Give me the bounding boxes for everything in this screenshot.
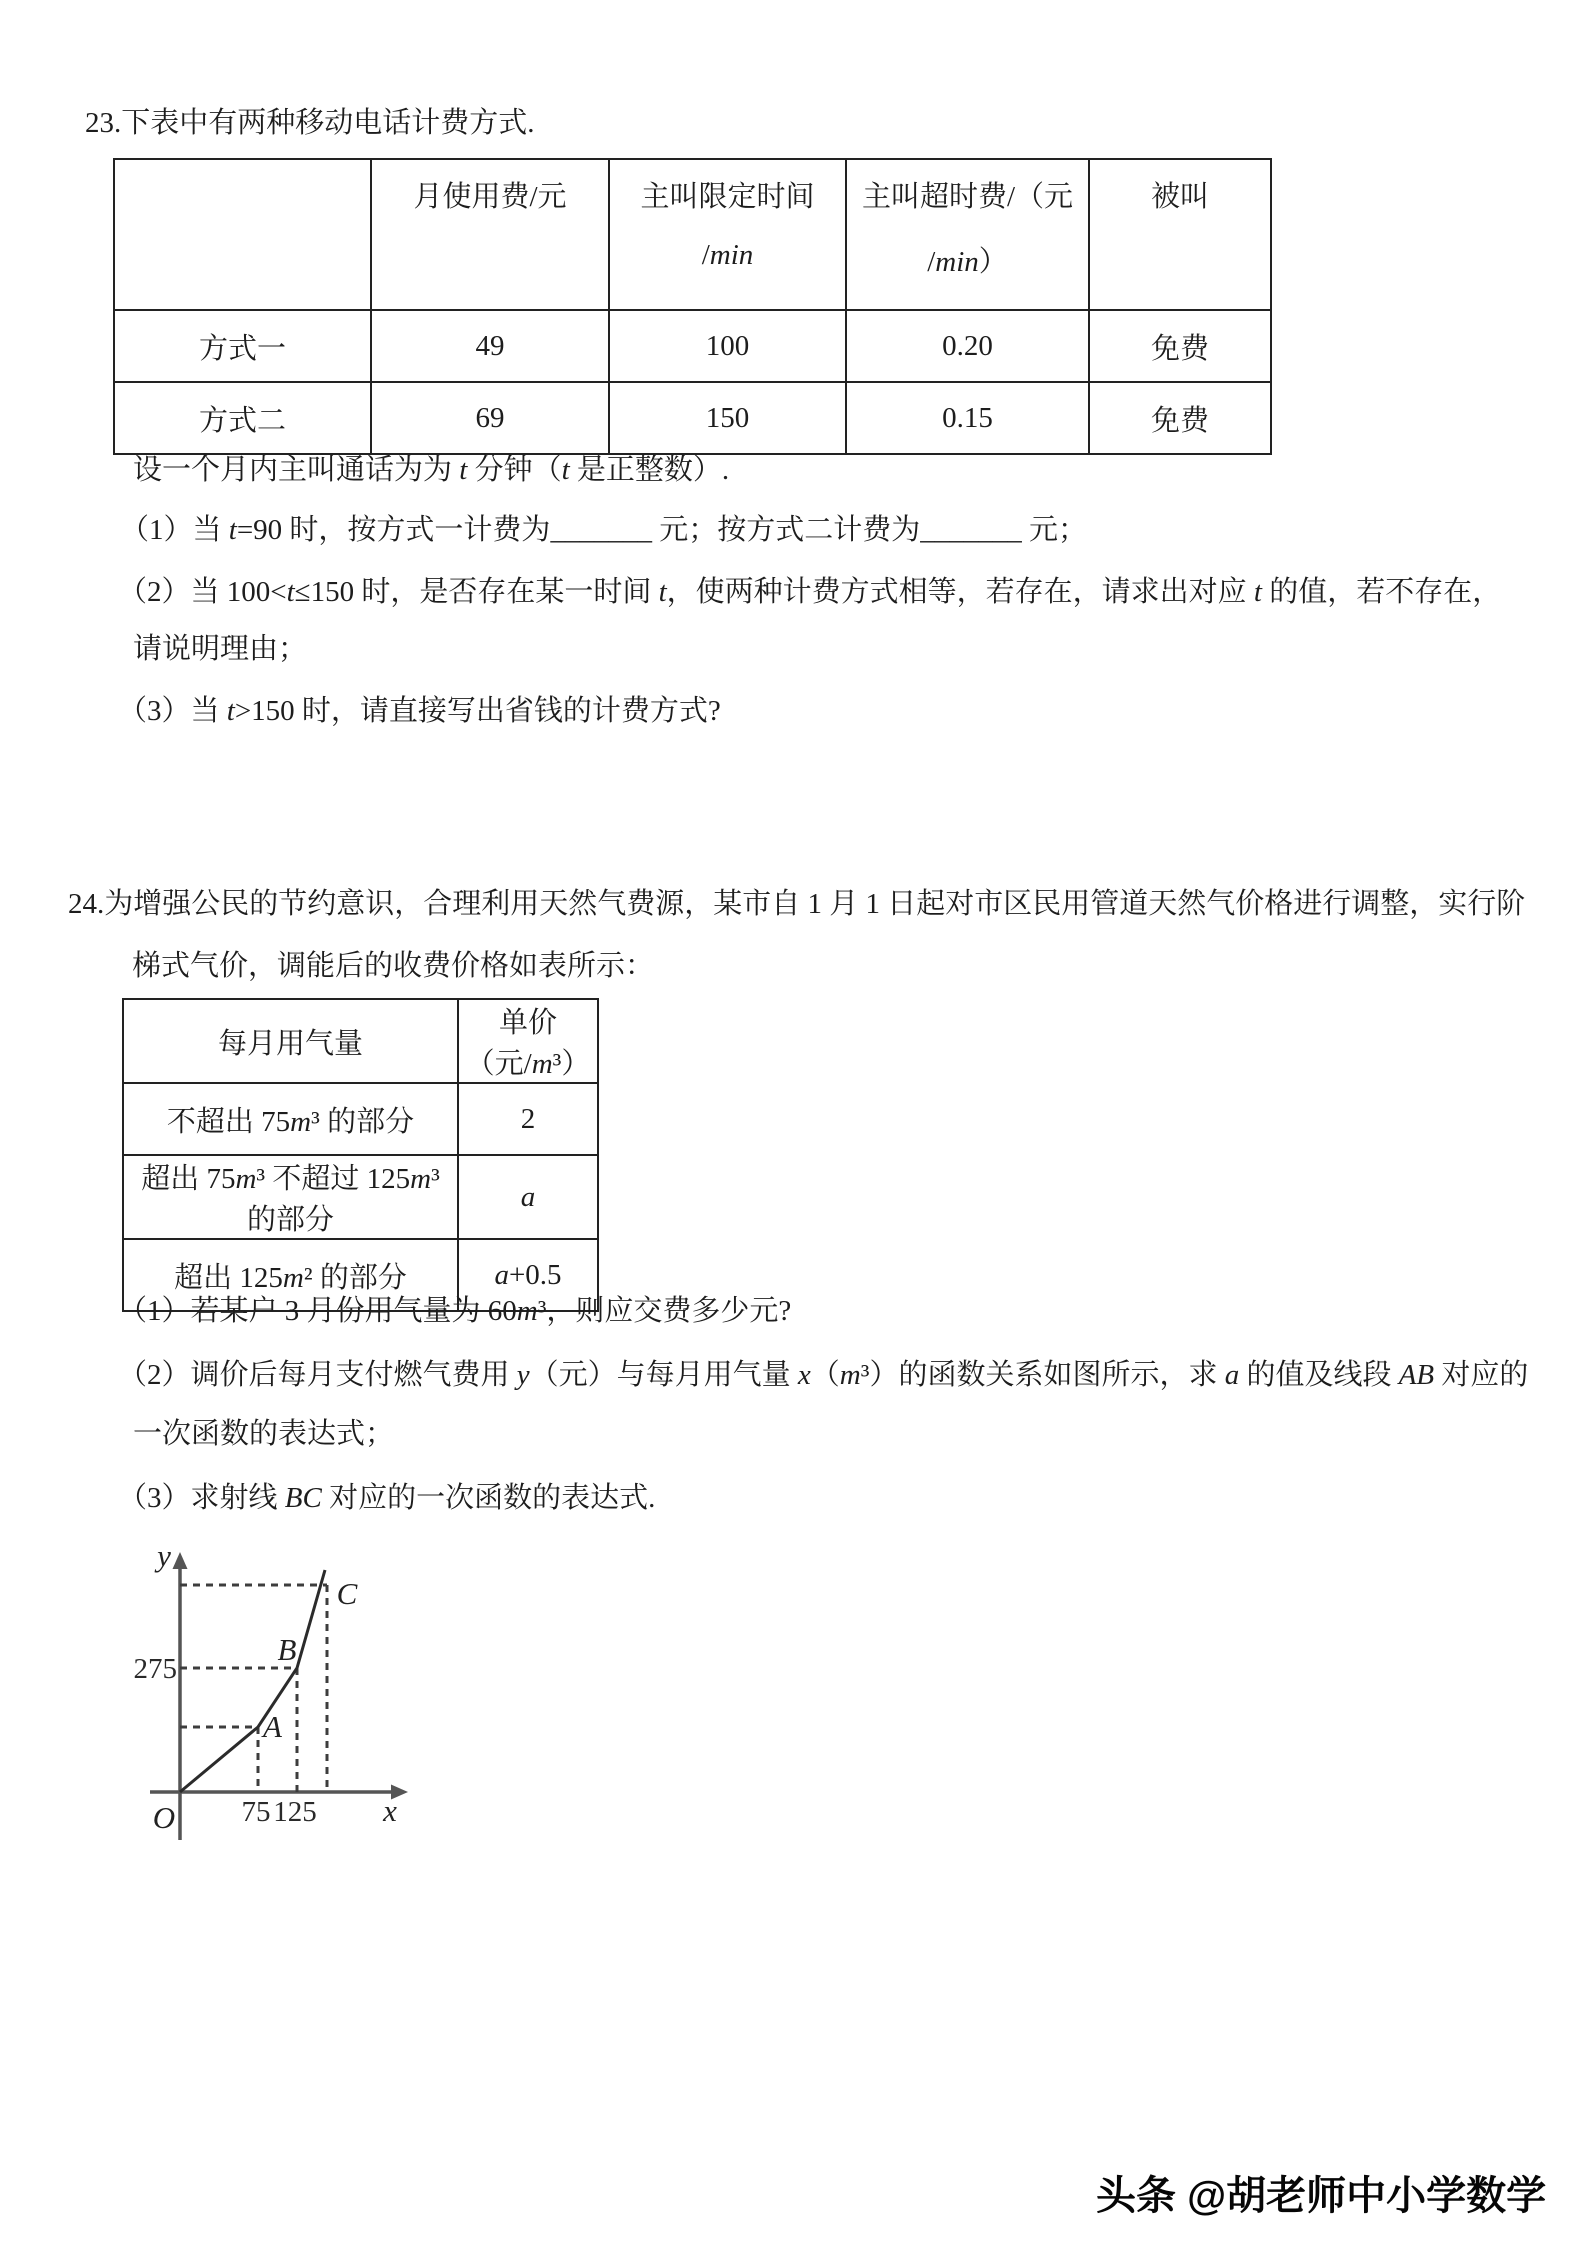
problem24-title-line1: 24.为增强公民的节约意识，合理利用天然气费源，某市自 1 月 1 日起对市区民用管道天然气价格进行调整，实行阶 — [68, 888, 1526, 920]
cell: a+0.5 — [458, 1239, 598, 1311]
y-axis-arrow — [173, 1552, 188, 1569]
problem24-question2: （2）调价后每月支付燃气费用 y（元）与每月用气量 x（m³）的函数关系如图所示，求 a 的值及线段 AB 对应的 — [118, 1359, 1529, 1391]
cell: 方式一 — [114, 310, 371, 382]
header-cell-limit-time: 主叫限定时间 /min — [609, 159, 846, 310]
table-row-plan1 — [114, 310, 1271, 382]
table-header-row — [123, 999, 598, 1083]
cell: 不超出 75m³ 的部分 — [123, 1083, 458, 1155]
point-label-B: B — [277, 1632, 297, 1667]
y-axis-label: y — [157, 1540, 171, 1573]
table-row-tier2 — [123, 1155, 598, 1239]
table-header-row — [114, 159, 1271, 310]
problem23-title: 23.下表中有两种移动电话计费方式. — [85, 107, 535, 139]
cell: 150 — [609, 382, 846, 454]
piecewise-line — [180, 1570, 325, 1792]
x-axis-label: x — [383, 1793, 397, 1828]
cell: 69 — [371, 382, 609, 454]
phone-billing-table — [113, 158, 1272, 455]
problem24-question2-cont: 一次函数的表达式； — [133, 1418, 395, 1450]
problem24-question1: （1）若某户 3 月份用气量为 60m³，则应交费多少元? — [118, 1295, 792, 1327]
cell: a — [458, 1155, 598, 1239]
header-cell-callee: 被叫 — [1089, 159, 1271, 310]
cell: 49 — [371, 310, 609, 382]
cell: 超出 125m² 的部分 — [123, 1239, 458, 1311]
guide-dashes-C — [180, 1585, 327, 1792]
cell: 2 — [458, 1083, 598, 1155]
cell: 方式二 — [114, 382, 371, 454]
cell: 0.15 — [846, 382, 1089, 454]
cell: 免费 — [1089, 382, 1271, 454]
problem23-question3: （3）当 t>150 时，请直接写出省钱的计费方式? — [118, 695, 721, 727]
y-tick-275: 275 — [133, 1653, 177, 1685]
header-cell-blank — [114, 159, 371, 310]
watermark-text: 头条 @胡老师中小学数学 — [1096, 2174, 1547, 2218]
cell: 免费 — [1089, 310, 1271, 382]
problem23-question2: （2）当 100<t≤150 时，是否存在某一时间 t，使两种计费方式相等，若存在，请求出对应 t 的值，若不存在， — [118, 576, 1502, 608]
function-graph — [100, 1540, 440, 1870]
cell: 超出 75m³ 不超过 125m³ 的部分 — [123, 1155, 458, 1239]
header-cell-monthly-fee: 月使用费/元 — [371, 159, 609, 310]
x-tick-75: 75 — [241, 1796, 271, 1828]
cell: 0.20 — [846, 310, 1089, 382]
point-label-C: C — [336, 1576, 358, 1611]
problem24-question3: （3）求射线 BC 对应的一次函数的表达式. — [118, 1482, 656, 1514]
cell: 100 — [609, 310, 846, 382]
gas-price-table — [122, 998, 599, 1312]
header-cell-overtime-fee: 主叫超时费/（元 /min） — [846, 159, 1089, 310]
point-label-A: A — [263, 1709, 282, 1744]
problem23-question2-cont: 请说明理由； — [133, 633, 308, 665]
problem23-question1: （1）当 t=90 时，按方式一计费为_______ 元；按方式二计费为_______ 元； — [120, 514, 1087, 546]
table-row-tier1 — [123, 1083, 598, 1155]
problem24-title-line2: 梯式气价，调能后的收费价格如表所示： — [132, 950, 655, 982]
x-tick-125: 125 — [273, 1796, 317, 1828]
problem23-intro: 设一个月内主叫通话为为 t 分钟（t 是正整数）. — [133, 454, 730, 486]
origin-label: O — [152, 1800, 176, 1835]
table-row-plan2 — [114, 382, 1271, 454]
header-cell-usage: 每月用气量 — [123, 999, 458, 1083]
header-cell-unit-price: 单价（元/m³） — [458, 999, 598, 1083]
